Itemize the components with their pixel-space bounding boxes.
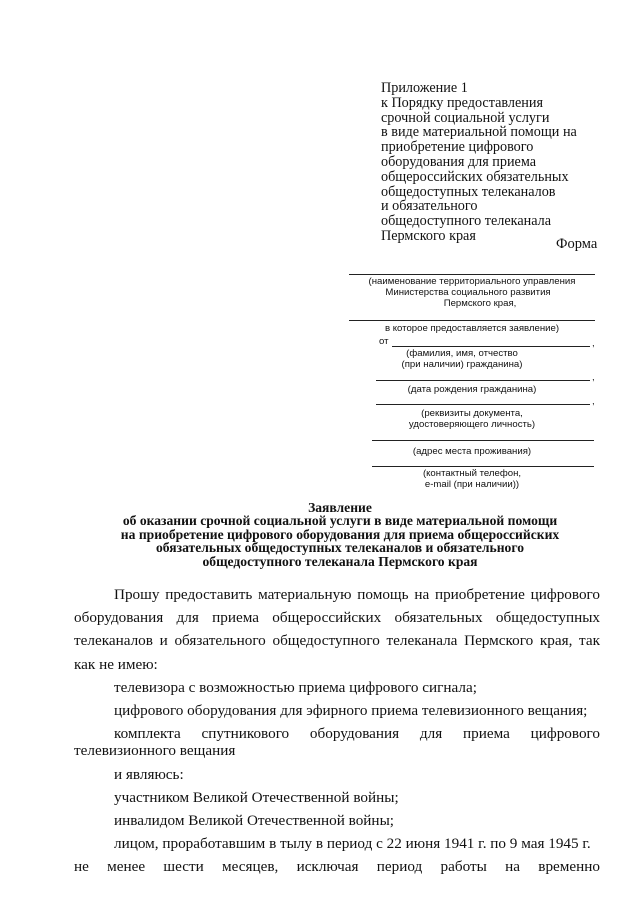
list-item: телевизионного вещания bbox=[74, 742, 236, 760]
appendix-line: Приложение 1 bbox=[381, 80, 468, 96]
id-document-field[interactable] bbox=[372, 440, 594, 441]
birth-date-caption: (дата рождения гражданина) bbox=[407, 384, 537, 395]
caption-line: (фамилия, имя, отчество bbox=[406, 348, 518, 359]
territorial-body-caption bbox=[349, 276, 595, 309]
caption-line: (контактный телефон, bbox=[422, 468, 522, 479]
full-name-caption bbox=[349, 348, 595, 370]
appendix-line: оборудования для приема bbox=[381, 153, 537, 170]
form-label: Форма bbox=[556, 236, 598, 252]
caption-line: Министерства социального развития bbox=[385, 287, 551, 298]
appendix-block bbox=[381, 81, 621, 244]
caption-line: (наименование территориального управления bbox=[368, 276, 576, 287]
status-item: не менее шести месяцев, исключая период работы на временно bbox=[74, 858, 600, 876]
list-item: комплекта спутникового оборудования для приема цифрового bbox=[114, 725, 600, 743]
appendix-line: общедоступного телеканала bbox=[381, 213, 552, 230]
appendix-line: и обязательного bbox=[381, 198, 478, 215]
extra-name-field[interactable] bbox=[376, 380, 590, 381]
status-item: участником Великой Отечественной войны; bbox=[114, 788, 399, 806]
comma: , bbox=[592, 372, 595, 383]
appendix-line: общероссийских обязательных bbox=[381, 168, 569, 185]
submitted-to-caption: в которое предоставляется заявление) bbox=[384, 323, 560, 334]
caption-line: Пермского края, bbox=[443, 298, 517, 309]
list-item: цифрового оборудования для эфирного приема телевизионного вещания; bbox=[114, 702, 588, 720]
request-line: оборудования для приема общероссийских обязательных общедоступных bbox=[74, 609, 600, 627]
document-title bbox=[60, 501, 620, 568]
appendix-line: приобретение цифрового bbox=[381, 139, 534, 156]
request-line: телеканалов и обязательного общедоступного телеканала Пермского края, так bbox=[74, 632, 600, 650]
application-body bbox=[74, 583, 600, 879]
comma: , bbox=[592, 396, 595, 407]
contacts-caption bbox=[349, 468, 595, 490]
territorial-body-field[interactable] bbox=[349, 274, 595, 275]
list-item: телевизора с возможностью приема цифрового сигнала; bbox=[114, 678, 477, 696]
request-line: Прошу предоставить материальную помощь на приобретение цифрового bbox=[114, 586, 600, 603]
status-item: инвалидом Великой Отечественной войны; bbox=[114, 812, 394, 830]
caption-line: e-mail (при наличии)) bbox=[424, 479, 520, 490]
address-caption: (адрес места проживания) bbox=[412, 446, 532, 457]
status-item: лицом, проработавшим в тылу в период с 22 июня 1941 г. по 9 мая 1945 г. bbox=[114, 835, 591, 853]
title-line: об оказании срочной социальной услуги в виде материальной помощи bbox=[122, 513, 558, 529]
status-intro: и являюсь: bbox=[114, 765, 184, 783]
appendix-line: в виде материальной помощи на bbox=[381, 124, 577, 141]
appendix-line: общедоступных телеканалов bbox=[381, 183, 556, 200]
submitted-to-field[interactable] bbox=[349, 320, 595, 321]
appendix-line: к Порядку предоставления bbox=[381, 94, 543, 111]
from-prefix: от bbox=[379, 336, 389, 347]
full-name-field[interactable] bbox=[392, 346, 590, 347]
appendix-line: срочной социальной услуги bbox=[381, 109, 550, 126]
title-line: обязательных общедоступных телеканалов и обязательного bbox=[156, 540, 524, 556]
caption-line: удостоверяющего личность) bbox=[408, 419, 536, 430]
caption-line: (реквизиты документа, bbox=[421, 408, 523, 419]
caption-line: (при наличии) гражданина) bbox=[401, 359, 523, 370]
title-line: общедоступного телеканала Пермского края bbox=[202, 553, 478, 569]
comma: , bbox=[592, 338, 595, 349]
id-document-caption bbox=[349, 408, 595, 430]
appendix-line: Пермского края bbox=[381, 227, 476, 244]
birth-date-field[interactable] bbox=[376, 404, 590, 405]
address-field[interactable] bbox=[372, 466, 594, 467]
title-line: Заявление bbox=[308, 500, 372, 515]
request-line: как не имею: bbox=[74, 655, 158, 673]
title-line: на приобретение цифрового оборудования для приема общероссийских bbox=[120, 526, 560, 542]
